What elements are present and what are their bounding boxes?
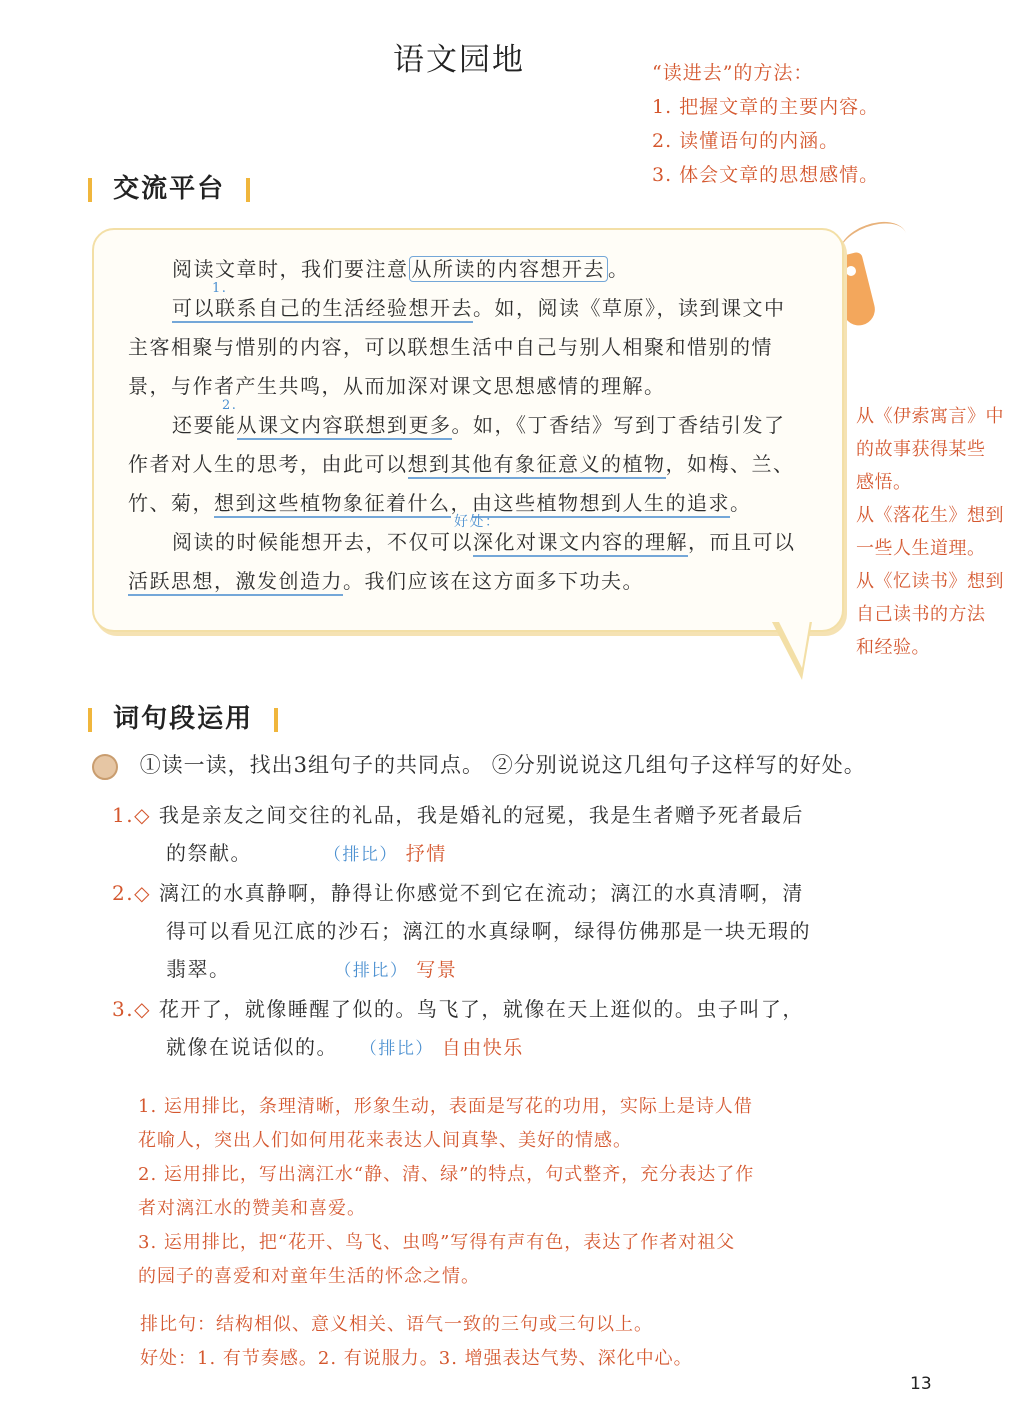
summary-line: 好处：1. 有节奏感。2. 有说服力。3. 增强表达气势、深化中心。 — [140, 1348, 693, 1369]
answer-line: 者对漓江水的赞美和喜爱。 — [138, 1198, 366, 1219]
answer-notes — [138, 1090, 754, 1294]
paragraph-3: 2. 还要能从课文内容联想到更多。如，《丁香结》写到丁香结引发了 — [128, 406, 828, 445]
section-heading-text: 词句段运用 — [113, 704, 254, 734]
heading-bar-icon — [88, 708, 92, 732]
side-note-line: 感悟。 — [856, 472, 912, 493]
paragraph-2-line: 景，与作者产生共鸣，从而加深对课文思想感情的理解。 — [128, 374, 666, 398]
paragraph-2-line: 主客相聚与惜别的内容，可以联想生活中自己与别人相聚和惜别的情 — [128, 335, 773, 359]
paragraph-4-line: 活跃思想，激发创造力。我们应该在这方面多下功夫。 — [128, 562, 828, 601]
answer-line: 2. 运用排比，写出漓江水“静、清、绿”的特点，句式整齐，充分表达了作 — [138, 1164, 755, 1185]
paragraph-3-line: 竹、菊，想到这些植物象征着什么，由这些植物想到人生的追求。 — [128, 484, 828, 523]
handwritten-note: 自由快乐 — [441, 1037, 524, 1059]
side-note-line: 从《落花生》想到 — [856, 505, 1004, 526]
section-heading-text: 交流平台 — [113, 174, 226, 204]
diamond-icon: ◇ — [134, 881, 151, 905]
side-note-line: 自己读书的方法 — [856, 604, 986, 625]
top-note-heading: “读进去”的方法： — [652, 62, 814, 84]
summary-line: 排比句：结构相似、意义相关、语气一致的三句或三句以上。 — [140, 1314, 653, 1335]
summary-notes — [140, 1308, 693, 1376]
answer-line: 花喻人，突出人们如何用花来表达人间真挚、美好的情感。 — [138, 1130, 632, 1151]
paragraph-1: 阅读文章时，我们要注意 从所读的内容想开去 。 — [172, 257, 630, 281]
handwritten-note: 写景 — [416, 959, 458, 981]
page-title: 语文园地 — [393, 42, 525, 78]
annotation-mark: 2. — [222, 398, 238, 413]
answer-line: 3. 运用排比，把“花开、鸟飞、虫鸣”写得有声有色，表达了作者对祖父 — [138, 1232, 736, 1253]
section-heading-exchange — [88, 168, 250, 205]
top-note — [652, 56, 879, 192]
flower-icon — [92, 754, 118, 780]
exercise-item: 2.◇ 漓江的水真静啊，静得让你感觉不到它在流动；漓江的水真清啊，清 得可以看见江底的沙石；漓江的水真绿啊，绿得仿佛那是一块无瑕的 翡翠。 （排比） 写景 — [112, 881, 811, 981]
side-note-line: 从《伊索寓言》中 — [856, 406, 1004, 427]
exercise-item: 3.◇ 花开了，就像睡醒了似的。鸟飞了，就像在天上逛似的。虫子叫了， 就像在说话似的。 （排比） 自由快乐 — [112, 997, 804, 1059]
exchange-text — [128, 250, 828, 601]
heading-bar-icon — [88, 178, 92, 202]
speech-tail-inner-icon — [778, 620, 810, 668]
handwritten-note: （排比） — [334, 961, 409, 981]
side-note — [856, 400, 1026, 664]
top-note-item: 3. 体会文章的思想感情。 — [652, 164, 880, 186]
side-note-line: 一些人生道理。 — [856, 538, 986, 559]
boxed-phrase: 从所读的内容想开去 — [409, 256, 609, 282]
heading-bar-icon — [274, 708, 278, 732]
page-number: 13 — [910, 1374, 932, 1394]
annotation-mark: 好处： — [454, 514, 501, 530]
exercise-item: 1.◇ 我是亲友之间交往的礼品，我是婚礼的冠冕，我是生者赠予死者最后 的祭献。 （排比） 抒情 — [112, 803, 804, 865]
diamond-icon: ◇ — [134, 997, 151, 1021]
answer-line: 1. 运用排比，条理清晰，形象生动，表面是写花的功用，实际上是诗人借 — [138, 1096, 753, 1117]
tag-hole-icon — [846, 266, 856, 276]
side-note-line: 的故事获得某些 — [856, 439, 986, 460]
annotation-mark: 1. — [212, 281, 228, 296]
paragraph-3-line: 作者对人生的思考，由此可以想到其他有象征意义的植物，如梅、兰、 — [128, 445, 828, 484]
side-note-line: 从《忆读书》想到 — [856, 571, 1004, 592]
handwritten-note: （排比） — [323, 845, 398, 865]
handwritten-note: 抒情 — [405, 843, 447, 865]
heading-bar-icon — [246, 178, 250, 202]
top-note-item: 2. 读懂语句的内涵。 — [652, 130, 840, 152]
paragraph-4: 好处： 阅读的时候能想开去，不仅可以深化对课文内容的理解，而且可以 — [128, 523, 828, 562]
top-note-item: 1. 把握文章的主要内容。 — [652, 96, 880, 118]
handwritten-note: （排比） — [359, 1039, 434, 1059]
exercise-instruction: ①读一读，找出3组句子的共同点。 ②分别说说这几组句子这样写的好处。 — [92, 746, 866, 784]
diamond-icon: ◇ — [134, 803, 151, 827]
paragraph-2: 1. 可以联系自己的生活经验想开去。如，阅读《草原》，读到课文中 — [128, 289, 828, 328]
side-note-line: 和经验。 — [856, 637, 930, 658]
section-heading-usage — [88, 698, 278, 735]
answer-line: 的园子的喜爱和对童年生活的怀念之情。 — [138, 1266, 480, 1287]
